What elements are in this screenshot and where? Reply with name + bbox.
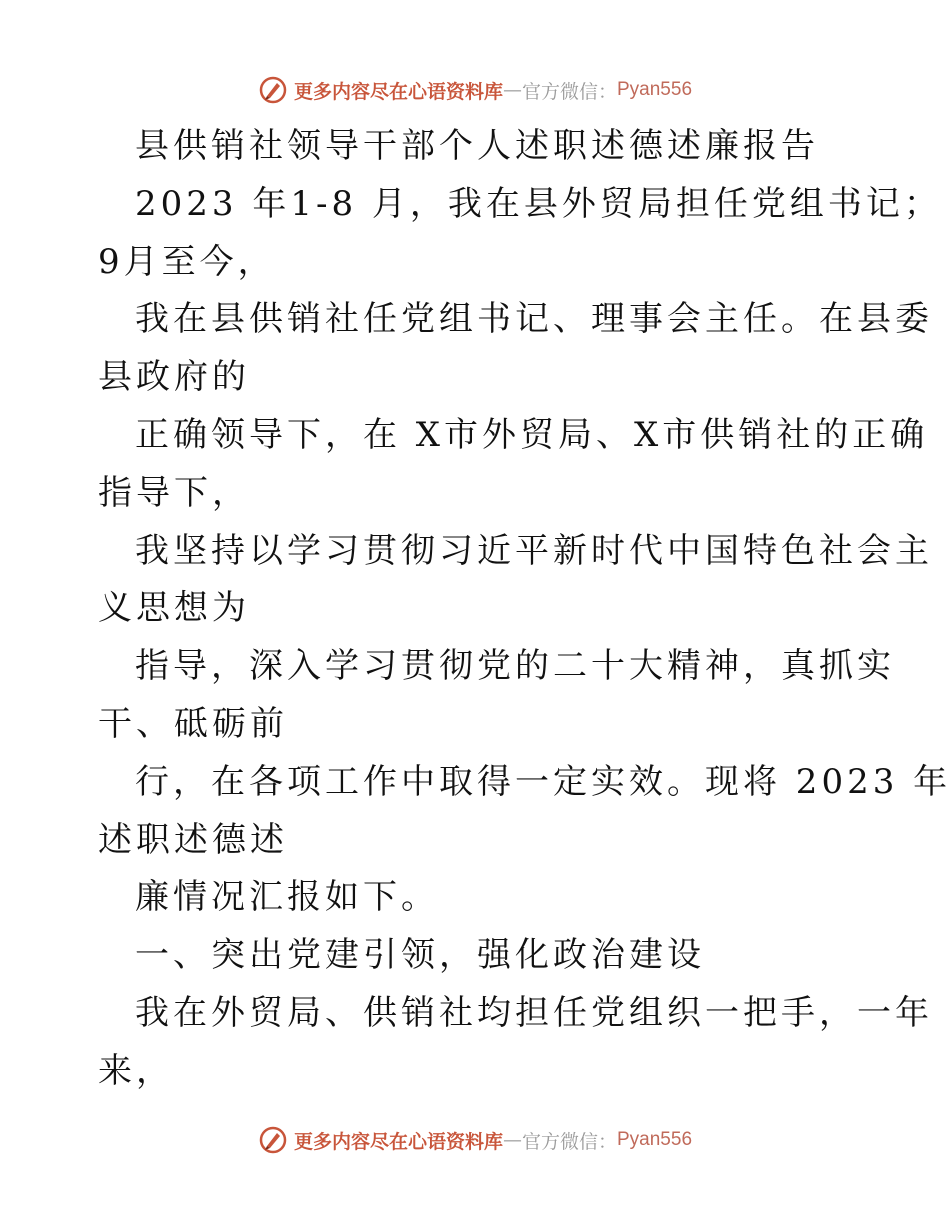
banner-site-text: 更多内容尽在心语资料库	[293, 80, 503, 103]
paragraph-line: 9月至今，	[98, 241, 276, 282]
paragraph-line: 来，	[98, 1050, 174, 1091]
banner-wechat-label: 官方微信：	[521, 1130, 617, 1153]
pen-logo-icon	[258, 75, 288, 105]
document-title: 县供销社领导干部个人述职述德述廉报告	[135, 126, 819, 166]
paragraph-line: 干、砥砺前	[98, 703, 288, 744]
paragraph-line: 指导下，	[98, 472, 250, 513]
paragraph-line: 我在县供销社任党组书记、理事会主任。在县委	[135, 299, 933, 340]
banner-separator: —	[502, 1129, 522, 1151]
paragraph-line: 县政府的	[98, 357, 250, 398]
paragraph-line: 我坚持以学习贯彻习近平新时代中国特色社会主	[135, 530, 933, 571]
paragraph-line: 我在外贸局、供销社均担任党组织一把手，一年	[135, 992, 933, 1033]
paragraph-line: 2023 年1-8 月，我在县外贸局担任党组书记；	[135, 183, 942, 224]
paragraph-line: 述职述德述	[98, 819, 288, 860]
paragraph-line: 正确领导下，在 X市外贸局、X市供销社的正确	[135, 414, 929, 455]
section-heading: 一、突出党建引领，强化政治建设	[135, 935, 705, 976]
pen-logo-icon	[258, 1125, 288, 1155]
banner-separator: —	[502, 79, 522, 101]
paragraph-line: 义思想为	[98, 588, 250, 629]
paragraph-line: 指导，深入学习贯彻党的二十大精神，真抓实	[135, 646, 895, 687]
document-body	[98, 118, 951, 1101]
banner-wechat-id: Pyan556	[617, 79, 693, 100]
paragraph-line: 行，在各项工作中取得一定实效。现将 2023 年	[135, 761, 951, 802]
paragraph-line: 廉情况汇报如下。	[135, 877, 439, 918]
banner-site-text: 更多内容尽在心语资料库	[293, 1130, 503, 1153]
banner-wechat-id: Pyan556	[617, 1129, 693, 1150]
banner-wechat-label: 官方微信：	[521, 80, 617, 103]
footer-watermark-banner	[0, 1120, 950, 1160]
header-watermark-banner	[0, 70, 950, 110]
